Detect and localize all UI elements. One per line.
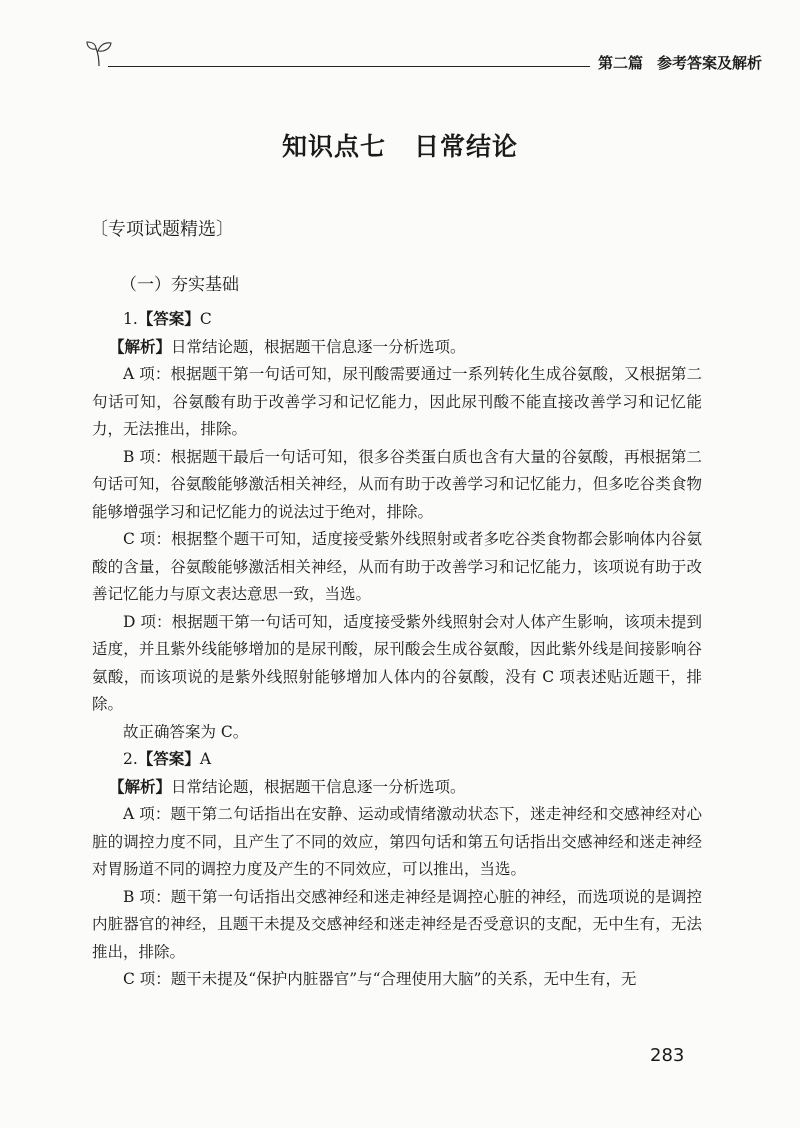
- q2-analysis-label: 【解析】: [109, 777, 172, 796]
- answer-content: [92, 306, 702, 994]
- header-section: 参考答案及解析: [657, 54, 763, 72]
- page-number: 283: [650, 1045, 685, 1066]
- q1-answer-label: 【答案】: [137, 310, 200, 328]
- q2-option-a: A 项：题干第二句话指出在安静、运动或情绪激动状态下，迷走神经和交感神经对心脏的调控力度不同，且产生了不同的效应，第四句话和第五句话指出交感神经和迷走神经对胃肠道不同的调控力度及产生的不同效应，可以推出，当选。: [92, 805, 702, 878]
- q1-option-a: A 项：根据题干第一句话可知，尿刊酸需要通过一系列转化生成谷氨酸，又根据第二句话可知，谷氨酸有助于改善学习和记忆能力，因此尿刊酸不能直接改善学习和记忆能力，无法推出，排除。: [92, 365, 702, 438]
- q1-analysis-line: [92, 334, 702, 362]
- q1-option-b: B 项：根据题干最后一句话可知，很多谷类蛋白质也含有大量的谷氨酸，再根据第二句话可知，谷氨酸能够激活相关神经，从而有助于改善学习和记忆能力，但多吃谷类食物能够增强学习和记忆能力的说法过于绝对，排除。: [92, 447, 702, 521]
- header-rule: [108, 66, 590, 67]
- header-part: 第二篇: [598, 54, 644, 72]
- q1-answer-line: [92, 306, 702, 334]
- section-heading: 〔专项试题精选〕: [90, 219, 234, 240]
- q1-analysis: 日常结论题，根据题干信息逐一分析选项。: [171, 337, 466, 356]
- title-name: 日常结论: [414, 132, 519, 161]
- q2-answer-label: 【答案】: [137, 750, 200, 768]
- q1-option-d: D 项：根据题干第一句话可知，适度接受紫外线照射会对人体产生影响，该项未提到适度，并且紫外线能够增加的是尿刊酸，尿刊酸会生成谷氨酸，因此紫外线是间接影响谷氨酸，而该项说的是紫外线照射能够增加人体内的谷氨酸，没有 C 项表述贴近题干，排除。: [92, 612, 702, 713]
- sprout-icon: [86, 40, 114, 66]
- page-title: [0, 127, 800, 163]
- title-prefix: 知识点七: [281, 132, 386, 161]
- q1-analysis-label: 【解析】: [109, 337, 172, 356]
- q2-number: 2.: [123, 750, 138, 768]
- q1-number: 1.: [123, 310, 138, 328]
- q1-answer: C: [199, 310, 212, 328]
- q2-option-c: C 项：题干未提及“保护内脏器官”与“合理使用大脑”的关系，无中生有，无: [123, 970, 637, 988]
- running-header: [86, 40, 763, 80]
- header-text: [598, 52, 763, 73]
- q1-option-c: C 项：根据整个题干可知，适度接受紫外线照射或者多吃谷类食物都会影响体内谷氨酸的含量，谷氨酸能够激活相关神经，从而有助于改善学习和记忆能力，该项说有助于改善记忆能力与原文表达意思一致，当选。: [92, 530, 702, 603]
- q2-answer-line: [92, 746, 702, 774]
- q2-analysis-line: [92, 774, 702, 802]
- q2-analysis: 日常结论题，根据题干信息逐一分析选项。: [171, 777, 466, 796]
- subsection-heading: （一）夯实基础: [120, 275, 239, 295]
- q1-conclusion: 故正确答案为 C。: [123, 722, 249, 741]
- q2-option-b: B 项：题干第一句话指出交感神经和迷走神经是调控心脏的神经，而选项说的是调控内脏器官的神经，且题干未提及交感神经和迷走神经是否受意识的支配，无中生有，无法推出，排除。: [92, 887, 702, 961]
- q2-answer: A: [199, 750, 212, 768]
